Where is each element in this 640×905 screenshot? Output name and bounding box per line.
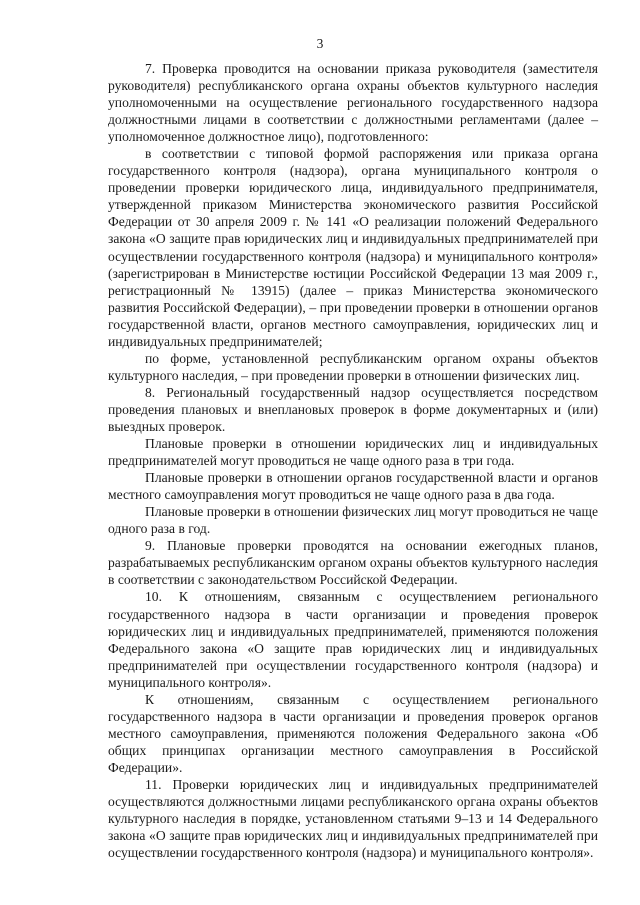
page-number: 3 xyxy=(316,36,324,51)
paragraph-10: 10. К отношениям, связанным с осуществлением регионального государственного надзора в части организации и проведения проверок юридических лиц и индивидуальных предпринимателей, применяются положения Федерального закона «О защите прав юридических лиц и индивидуальных предпринимателей при осуществлении государственного контроля (надзора) и муниципального контроля». xyxy=(108,589,598,690)
paragraph-7-intro: 7. Проверка проводится на основании приказа руководителя (заместителя руководителя) республиканского органа охраны объектов культурного наследия уполномоченными на осуществление регионального государственного надзора должностными лицами в соответствии с должностными регламентами (далее – уполномоченное должностное лицо), подготовленного: xyxy=(108,61,598,145)
paragraph-8: 8. Региональный государственный надзор осуществляется посредством проведения плановых и внеплановых проверок в форме документарных и (или) выездных проверок. xyxy=(108,384,598,434)
paragraph-7-established-form: по форме, установленной республиканским органом охраны объектов культурного наследия, – при проведении проверки в отношении физических лиц. xyxy=(108,350,598,383)
document-body xyxy=(108,60,598,861)
paragraph-9: 9. Плановые проверки проводятся на основании ежегодных планов, разрабатываемых республиканским органом охраны объектов культурного наследия в соответствии с законодательством Российской Федерации. xyxy=(108,538,598,588)
paragraph-11: 11. Проверки юридических лиц и индивидуальных предпринимателей осуществляются должностными лицами республиканского органа охраны объектов культурного наследия в порядке, установленном статьями 9–13 и 14 Федерального закона «О защите прав юридических лиц и индивидуальных предпринимателей при осуществлении государственного контроля (надзора) и муниципального контроля». xyxy=(108,776,598,861)
paragraph-7-typical-form: в соответствии с типовой формой распоряжения или приказа органа государственного контроля (надзора), органа муниципального контроля о проведении проверки юридического лица, индивидуального предпринимателя, утвержденной приказом Министерства экономического развития Российской Федерации от 30 апреля 2009 г. № 141 «О реализации положений Федерального закона «О защите прав юридических лиц и индивидуальных предпринимателей при осуществлении государственного контроля (надзора) и муниципального контроля» (зарегистрирован в Министерстве юстиции Российской Федерации 13 мая 2009 г., регистрационный № 13915) (далее – приказ Министерства экономического развития Российской Федерации), – при проведении проверки в отношении органов государственной власти, органов местного самоуправления, юридических лиц и индивидуальных предпринимателей; xyxy=(108,146,598,349)
paragraph-10-local-government: К отношениям, связанным с осуществлением регионального государственного надзора в части организации и проведения проверок органов местного самоуправления, применяются положения Федерального закона «Об общих принципах организации местного самоуправления в Российской Федерации». xyxy=(108,691,598,775)
paragraph-8-legal-entities: Плановые проверки в отношении юридических лиц и индивидуальных предпринимателей могут проводиться не чаще одного раза в три года. xyxy=(108,436,598,469)
paragraph-8-authorities: Плановые проверки в отношении органов государственной власти и органов местного самоуправления могут проводиться не чаще одного раза в два года. xyxy=(108,470,598,503)
paragraph-8-individuals: Плановые проверки в отношении физических лиц могут проводиться не чаще одного раза в год. xyxy=(108,504,598,537)
